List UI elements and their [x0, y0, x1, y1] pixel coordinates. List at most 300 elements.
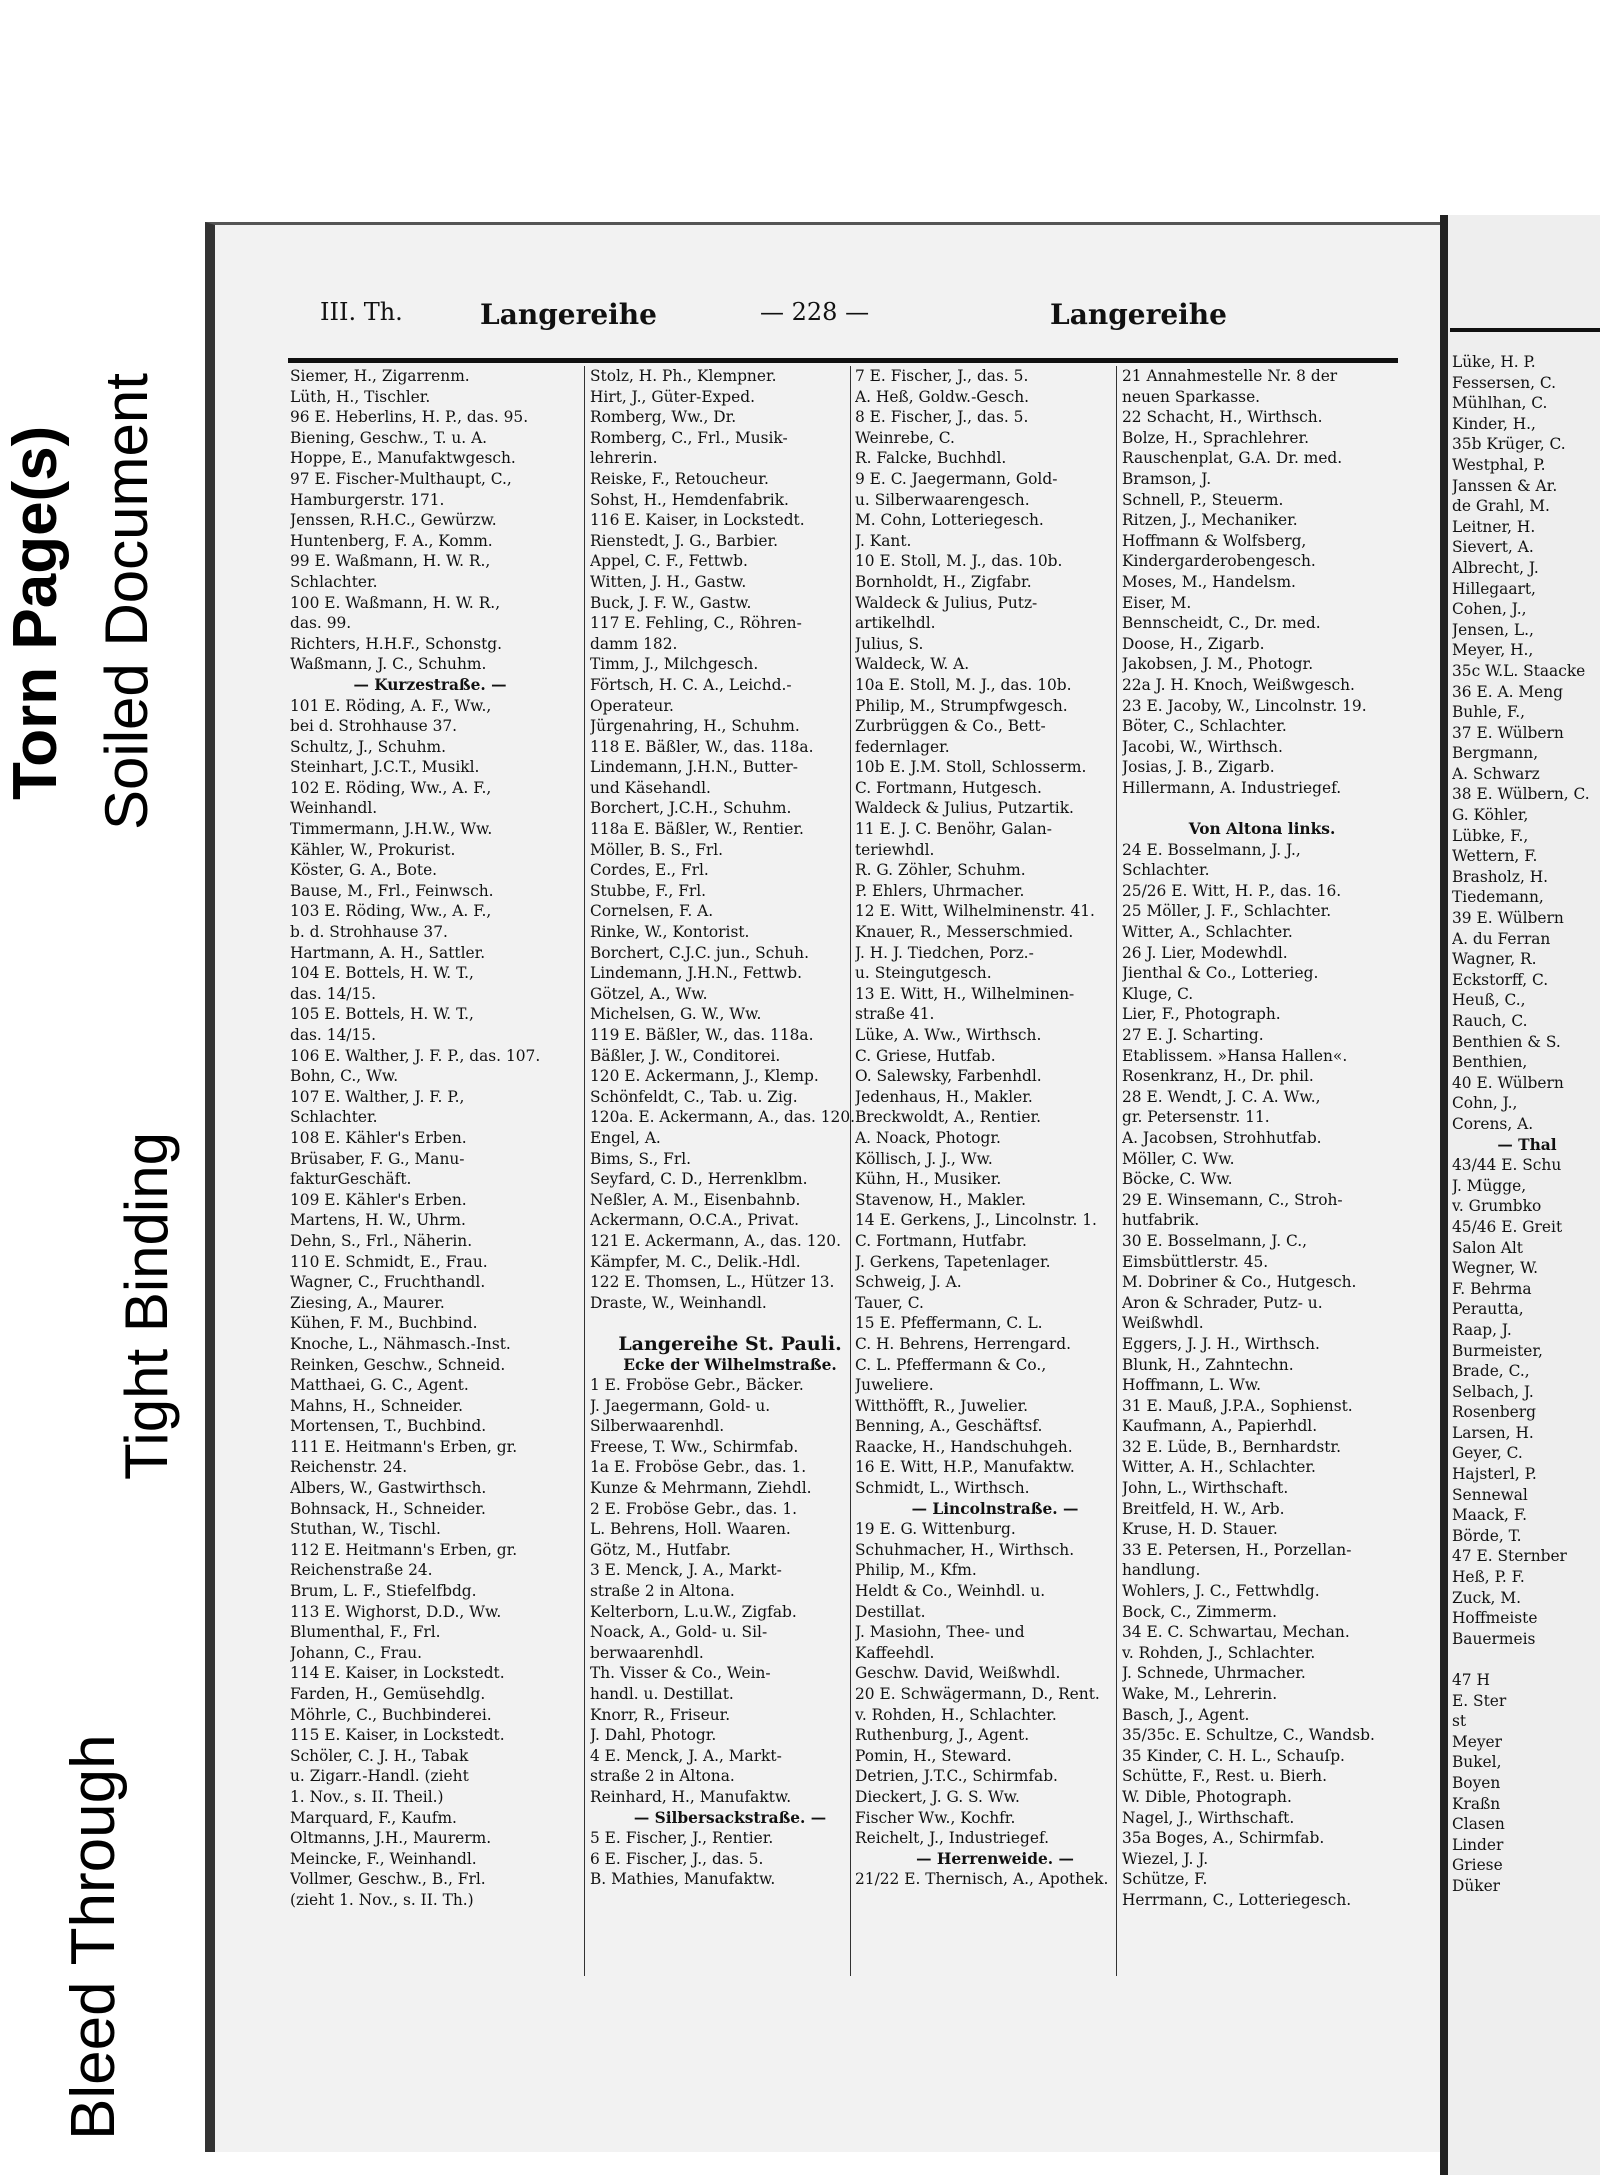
directory-entry: 20 E. Schwägermann, D., Rent.: [855, 1685, 1100, 1703]
directory-entry: Heldt & Co., Weinhdl. u.: [855, 1582, 1046, 1601]
directory-entry: lehrerin.: [590, 449, 658, 468]
directory-entry: 96 E. Heberlins, H. P., das. 95.: [290, 408, 529, 427]
directory-entry: 101 E. Röding, A. F., Ww.,: [290, 696, 492, 715]
directory-entry: 8 E. Fischer, J., das. 5.: [855, 408, 1029, 427]
directory-entry: Förtsch, H. C. A., Leichd.-: [590, 675, 792, 694]
facing-page-entry: v. Grumbko: [1452, 1197, 1542, 1216]
directory-entry: bei d. Strohhause 37.: [290, 717, 458, 736]
directory-entry: Raacke, H., Handschuhgeh.: [855, 1437, 1073, 1456]
directory-entry: handlung.: [1122, 1561, 1201, 1580]
facing-page-entry: Sennewal: [1452, 1485, 1528, 1504]
directory-entry: gr. Petersenstr. 11.: [1122, 1108, 1270, 1127]
directory-entry: 32 E. Lüde, B., Bernhardstr.: [1122, 1437, 1341, 1456]
directory-entry: Seyfard, C. D., Herrenklbm.: [590, 1170, 808, 1189]
directory-entry: Köster, G. A., Bote.: [290, 861, 438, 880]
directory-entry: — Herrenweide. —: [916, 1849, 1074, 1868]
facing-page-entry: 45/46 E. Greit: [1452, 1217, 1563, 1236]
directory-entry: Philip, M., Kfm.: [855, 1561, 977, 1580]
directory-entry: Mahns, H., Schneider.: [290, 1396, 464, 1415]
facing-page-entry: Hajsterl, P.: [1452, 1465, 1537, 1484]
directory-entry: P. Ehlers, Uhrmacher.: [855, 881, 1025, 900]
facing-page-column: [1452, 352, 1600, 1897]
header-rule: [288, 358, 1398, 363]
facing-page-entry: de Grahl, M.: [1452, 497, 1550, 516]
directory-entry: Schlachter.: [290, 1108, 378, 1127]
directory-entry: 26 J. Lier, Modewhdl.: [1122, 943, 1288, 962]
directory-column-1: [290, 366, 570, 1911]
directory-entry: Stubbe, F., Frl.: [590, 881, 707, 900]
directory-entry: Schütze, F.: [1122, 1870, 1208, 1889]
directory-entry: Juweliere.: [855, 1376, 934, 1395]
facing-page-entry: Raap, J.: [1452, 1320, 1512, 1339]
directory-entry: Lier, F., Photograph.: [1122, 1005, 1281, 1024]
facing-page-entry: [1452, 1649, 1600, 1670]
directory-entry: Köllisch, J. J., Ww.: [855, 1149, 993, 1168]
facing-page-entry: Cohen, J.,: [1452, 600, 1527, 619]
directory-entry: Ritzen, J., Mechaniker.: [1122, 511, 1298, 530]
directory-entry: R. G. Zöhler, Schuhm.: [855, 861, 1026, 880]
directory-entry: Böter, C., Schlachter.: [1122, 717, 1287, 736]
directory-entry: Böcke, C. Ww.: [1122, 1170, 1233, 1189]
directory-entry: das. 14/15.: [290, 984, 376, 1003]
directory-entry: 100 E. Waßmann, H. W. R.,: [290, 593, 501, 612]
directory-entry: 27 E. J. Scharting.: [1122, 1026, 1264, 1044]
facing-page-entry: 35c W.L. Staacke: [1452, 661, 1586, 680]
directory-entry: Eggers, J. J. H., Wirthsch.: [1122, 1334, 1320, 1353]
directory-entry: Kühen, F. M., Buchbind.: [290, 1314, 478, 1333]
directory-entry: berwaarenhdl.: [590, 1643, 704, 1662]
directory-entry: Draste, W., Weinhandl.: [590, 1293, 767, 1312]
directory-entry: Richters, H.H.F., Schonstg.: [290, 634, 503, 653]
facing-page-entry: 47 E. Sternber: [1452, 1547, 1567, 1566]
directory-entry: C. Griese, Hutfab.: [855, 1046, 996, 1065]
facing-page-entry: Kinder, H.,: [1452, 414, 1536, 433]
directory-entry: hutfabrik.: [1122, 1211, 1200, 1230]
directory-entry: J. H. J. Tiedchen, Porz.-: [855, 943, 1034, 962]
directory-column-3: [855, 366, 1135, 1890]
directory-entry: Schweig, J. A.: [855, 1273, 962, 1292]
directory-entry: 103 E. Röding, Ww., A. F.,: [290, 902, 492, 921]
directory-entry: Bohn, C., Ww.: [290, 1067, 399, 1086]
directory-entry: straße 41.: [855, 1005, 935, 1024]
directory-entry: Doose, H., Zigarb.: [1122, 634, 1265, 653]
directory-entry: Operateur.: [590, 696, 674, 715]
directory-entry: Timmermann, J.H.W., Ww.: [290, 820, 493, 839]
facing-page-entry: Mühlhan, C.: [1452, 394, 1548, 413]
facing-page-entry: Börde, T.: [1452, 1526, 1522, 1545]
facing-page-entry: Albrecht, J.: [1452, 558, 1539, 577]
facing-page-entry: Wagner, R.: [1452, 950, 1537, 969]
directory-entry: Romberg, C., Frl., Musik-: [590, 428, 788, 447]
directory-entry: 21 Annahmestelle Nr. 8 der: [1122, 367, 1338, 385]
directory-entry: Siemer, H., Zigarrenm.: [290, 367, 470, 385]
facing-page-entry: Westphal, P.: [1452, 455, 1546, 474]
directory-entry: 28 E. Wendt, J. C. A. Ww.,: [1122, 1087, 1321, 1106]
facing-page-entry: 40 E. Wülbern: [1452, 1073, 1564, 1092]
facing-page-entry: 38 E. Wülbern, C.: [1452, 785, 1590, 804]
directory-entry: Cordes, E., Frl.: [590, 861, 709, 880]
facing-page-entry: Linder: [1452, 1835, 1504, 1854]
facing-page-entry: G. Köhler,: [1452, 806, 1529, 825]
directory-entry: u. Silberwaarengesch.: [855, 490, 1030, 509]
facing-page-entry: Griese: [1452, 1856, 1503, 1875]
directory-entry: Rauschenplat, G.A. Dr. med.: [1122, 449, 1343, 468]
directory-entry: Borchert, J.C.H., Schuhm.: [590, 799, 792, 818]
directory-entry: Möller, C. Ww.: [1122, 1149, 1235, 1168]
directory-entry: 22 Schacht, H., Wirthsch.: [1122, 408, 1323, 427]
directory-entry: 35/35c. E. Schultze, C., Wandsb.: [1122, 1726, 1375, 1745]
directory-entry: 111 E. Heitmann's Erben, gr.: [290, 1437, 518, 1456]
directory-entry: Lindemann, J.H.N., Fettwb.: [590, 964, 802, 983]
directory-entry: 35a Boges, A., Schirmfab.: [1122, 1829, 1325, 1848]
directory-entry: Brüsaber, F. G., Manu-: [290, 1149, 465, 1168]
directory-entry: John, L., Wirthschaft.: [1122, 1479, 1289, 1498]
directory-entry: Von Altona links.: [1188, 820, 1336, 839]
directory-entry: Jacobi, W., Wirthsch.: [1122, 737, 1283, 756]
directory-entry: Bornholdt, H., Zigfabr.: [855, 572, 1032, 591]
directory-entry: Jenssen, R.H.C., Gewürzw.: [290, 511, 497, 530]
directory-entry: Jedenhaus, H., Makler.: [855, 1087, 1033, 1106]
directory-entry: 122 E. Thomsen, L., Hützer 13.: [590, 1273, 835, 1292]
directory-entry: 114 E. Kaiser, in Lockstedt.: [290, 1664, 505, 1683]
facing-page-entry: 47 H: [1452, 1671, 1490, 1689]
facing-page-entry: Benthien,: [1452, 1053, 1528, 1072]
directory-entry: Wohlers, J. C., Fettwhdlg.: [1122, 1582, 1320, 1601]
page-header: [320, 298, 1410, 348]
facing-page-entry: Wegner, W.: [1452, 1259, 1539, 1278]
facing-page-entry: A. du Ferran: [1452, 929, 1551, 948]
directory-entry: Bims, S., Frl.: [590, 1149, 692, 1168]
directory-entry: Waldeck & Julius, Putz-: [855, 593, 1038, 612]
directory-entry: Kluge, C.: [1122, 984, 1194, 1003]
directory-entry: Lüke, A. Ww., Wirthsch.: [855, 1026, 1042, 1044]
directory-entry: das. 14/15.: [290, 1026, 376, 1044]
facing-page-entry: Jensen, L.,: [1452, 620, 1534, 639]
directory-entry: Blunk, H., Zahntechn.: [1122, 1355, 1294, 1374]
directory-entry: Kähler, W., Prokurist.: [290, 840, 456, 859]
facing-page-entry: Heuß, C.,: [1452, 991, 1526, 1010]
directory-entry: 115 E. Kaiser, in Lockstedt.: [290, 1726, 505, 1745]
facing-page-entry: Clasen: [1452, 1815, 1505, 1834]
directory-entry: Möhrle, C., Buchbinderei.: [290, 1705, 492, 1724]
directory-entry: J. Schnede, Uhrmacher.: [1122, 1664, 1306, 1683]
directory-entry: Götzel, A., Ww.: [590, 984, 708, 1003]
directory-entry: 120a. E. Ackermann, A., das. 120.: [590, 1108, 856, 1127]
facing-page-entry: E. Ster: [1452, 1691, 1507, 1710]
facing-page-entry: Eckstorff, C.: [1452, 970, 1549, 989]
directory-entry: Eimsbüttlerstr. 45.: [1122, 1252, 1269, 1271]
directory-entry: Brum, L. F., Stiefelfbdg.: [290, 1582, 477, 1601]
directory-entry: Marquard, F., Kaufm.: [290, 1808, 457, 1827]
directory-entry: 3 E. Menck, J. A., Markt-: [590, 1561, 782, 1580]
directory-entry: Reinken, Geschw., Schneid.: [290, 1355, 506, 1374]
directory-entry: Waldeck & Julius, Putzartik.: [855, 799, 1074, 818]
directory-entry: Vollmer, Geschw., B., Frl.: [290, 1870, 486, 1889]
directory-entry: J. Masiohn, Thee- und: [855, 1623, 1025, 1642]
facing-page-entry: Bukel,: [1452, 1753, 1502, 1772]
directory-entry: Bause, M., Frl., Feinwsch.: [290, 881, 494, 900]
directory-entry: Schlachter.: [1122, 861, 1210, 880]
facing-page-entry: Zuck, M.: [1452, 1588, 1521, 1607]
directory-entry: 119 E. Bäßler, W., das. 118a.: [590, 1026, 814, 1044]
directory-entry: Lüth, H., Tischler.: [290, 387, 431, 406]
directory-entry: v. Rohden, J., Schlachter.: [1122, 1643, 1316, 1662]
directory-entry: Martens, H. W., Uhrm.: [290, 1211, 466, 1230]
directory-entry: Knorr, R., Friseur.: [590, 1705, 731, 1724]
directory-entry: federnlager.: [855, 737, 950, 756]
directory-entry: Detrien, J.T.C., Schirmfab.: [855, 1767, 1058, 1786]
directory-entry: artikelhdl.: [855, 614, 936, 633]
directory-entry: 10a E. Stoll, M. J., das. 10b.: [855, 675, 1072, 694]
directory-entry: 6 E. Fischer, J., das. 5.: [590, 1849, 764, 1868]
facing-page-entry: Boyen: [1452, 1773, 1501, 1792]
directory-entry: Reiske, F., Retoucheur.: [590, 469, 769, 488]
directory-entry: 24 E. Bosselmann, J. J.,: [1122, 840, 1301, 859]
directory-entry: Basch, J., Agent.: [1122, 1705, 1250, 1724]
directory-entry: b. d. Strohhause 37.: [290, 923, 448, 942]
directory-entry: 13 E. Witt, H., Wilhelminen-: [855, 984, 1075, 1003]
directory-entry: 105 E. Bottels, H. W. T.,: [290, 1005, 474, 1024]
facing-page-entry: Rauch, C.: [1452, 1012, 1528, 1030]
facing-page-entry: Buhle, F.,: [1452, 703, 1526, 722]
directory-entry: Dehn, S., Frl., Näherin.: [290, 1231, 473, 1250]
directory-entry: Zurbrüggen & Co., Bett-: [855, 717, 1046, 736]
facing-page-entry: 43/44 E. Schu: [1452, 1156, 1562, 1175]
directory-entry: 5 E. Fischer, J., Rentier.: [590, 1829, 774, 1848]
facing-page-entry: Brade, C.,: [1452, 1362, 1530, 1381]
facing-page-entry: Düker: [1452, 1876, 1501, 1895]
facing-page-entry: Lüke, H. P.: [1452, 353, 1536, 371]
directory-entry: 25 Möller, J. F., Schlachter.: [1122, 902, 1332, 921]
directory-entry: — Lincolnstraße. —: [911, 1499, 1079, 1518]
directory-entry: Ruthenburg, J., Agent.: [855, 1726, 1030, 1745]
facing-page-entry: Meyer: [1452, 1732, 1503, 1751]
directory-column-2: [590, 366, 870, 1890]
directory-entry: Cornelsen, F. A.: [590, 902, 714, 921]
directory-entry: Jienthal & Co., Lotterieg.: [1122, 964, 1319, 983]
directory-entry: 10b E. J.M. Stoll, Schlosserm.: [855, 758, 1087, 777]
directory-entry: Timm, J., Milchgesch.: [590, 655, 759, 674]
directory-entry: Witter, A., Schlachter.: [1122, 923, 1293, 942]
facing-page-entry: Hoffmeiste: [1452, 1609, 1538, 1628]
margin-note-soiled-document: Soiled Document: [93, 373, 160, 830]
directory-entry: M. Dobriner & Co., Hutgesch.: [1122, 1273, 1357, 1292]
margin-note-torn-pages: Torn Page(s): [1, 425, 70, 800]
directory-entry: 1 E. Froböse Gebr., Bäcker.: [590, 1376, 804, 1395]
directory-entry: Hoppe, E., Manufaktwgesch.: [290, 449, 516, 468]
directory-entry: Kindergarderobengesch.: [1122, 552, 1316, 571]
directory-entry: A. Heß, Goldw.-Gesch.: [855, 387, 1029, 406]
directory-entry: Lindemann, J.H.N., Butter-: [590, 758, 798, 777]
directory-entry: 21/22 E. Thernisch, A., Apothek.: [855, 1870, 1109, 1889]
directory-entry: Reichenstraße 24.: [290, 1561, 433, 1580]
directory-entry: Romberg, Ww., Dr.: [590, 408, 737, 427]
directory-entry: Schuhmacher, H., Wirthsch.: [855, 1540, 1075, 1559]
directory-entry: J. Gerkens, Tapetenlager.: [855, 1252, 1051, 1271]
directory-entry: Bolze, H., Sprachlehrer.: [1122, 428, 1310, 447]
directory-entry: Matthaei, G. C., Agent.: [290, 1376, 469, 1395]
directory-entry: 33 E. Petersen, H., Porzellan-: [1122, 1540, 1352, 1559]
directory-entry: Knoche, L., Nähmasch.-Inst.: [290, 1334, 511, 1353]
facing-header-rule: [1450, 328, 1600, 332]
facing-page-entry: Hillegaart,: [1452, 579, 1536, 598]
directory-entry: Reichelt, J., Industriegef.: [855, 1829, 1050, 1848]
directory-entry: 31 E. Mauß, J.P.A., Sophienst.: [1122, 1396, 1353, 1415]
directory-entry: Wagner, C., Fruchthandl.: [290, 1273, 486, 1292]
directory-entry: Dieckert, J. G. S. Ww.: [855, 1787, 1020, 1806]
directory-entry: neuen Sparkasse.: [1122, 387, 1261, 406]
directory-entry: 113 E. Wighorst, D.D., Ww.: [290, 1602, 502, 1621]
directory-entry: Schlachter.: [290, 572, 378, 591]
directory-entry: 118 E. Bäßler, W., das. 118a.: [590, 737, 814, 756]
directory-entry: Reichenstr. 24.: [290, 1458, 408, 1477]
directory-entry: Weinrebe, C.: [855, 428, 955, 447]
directory-entry: 109 E. Kähler's Erben.: [290, 1190, 467, 1209]
directory-entry: Freese, T. Ww., Schirmfab.: [590, 1437, 799, 1456]
directory-entry: [590, 1313, 870, 1334]
directory-entry: Th. Visser & Co., Wein-: [590, 1664, 771, 1683]
directory-entry: Johann, C., Frau.: [290, 1643, 423, 1662]
facing-page-entry: 37 E. Wülbern: [1452, 723, 1564, 742]
directory-entry: Neßler, A. M., Eisenbahnb.: [590, 1190, 801, 1209]
directory-entry: Farden, H., Gemüsehdlg.: [290, 1685, 486, 1703]
directory-entry: 106 E. Walther, J. F. P., das. 107.: [290, 1046, 541, 1065]
directory-entry: Ecke der Wilhelmstraße.: [623, 1355, 837, 1374]
directory-entry: A. Noack, Photogr.: [855, 1128, 1001, 1147]
directory-entry: Schultz, J., Schuhm.: [290, 737, 447, 756]
directory-entry: Steinhart, J.C.T., Musikl.: [290, 758, 480, 777]
directory-entry: 16 E. Witt, H.P., Manufaktw.: [855, 1458, 1075, 1477]
directory-entry: Huntenberg, F. A., Komm.: [290, 531, 493, 550]
directory-entry: Philip, M., Strumpfwgesch.: [855, 696, 1068, 715]
directory-entry: Hirt, J., Güter-Exped.: [590, 387, 755, 406]
directory-entry: Möller, B. S., Frl.: [590, 840, 724, 859]
directory-entry: 1a E. Froböse Gebr., das. 1.: [590, 1458, 807, 1477]
directory-entry: Kühn, H., Musiker.: [855, 1170, 1002, 1189]
directory-entry: Benning, A., Geschäftsf.: [855, 1417, 1043, 1436]
directory-entry: Bohnsack, H., Schneider.: [290, 1499, 486, 1518]
directory-entry: C. Fortmann, Hutgesch.: [855, 778, 1042, 797]
directory-entry: Kunze & Mehrmann, Ziehdl.: [590, 1479, 812, 1498]
directory-entry: 34 E. C. Schwartau, Mechan.: [1122, 1623, 1350, 1642]
directory-entry: Stolz, H. Ph., Klempner.: [590, 367, 777, 385]
directory-entry: 116 E. Kaiser, in Lockstedt.: [590, 511, 805, 530]
directory-entry: Schönfeldt, C., Tab. u. Zig.: [590, 1087, 798, 1106]
facing-page-entry: Salon Alt: [1452, 1238, 1523, 1257]
facing-page-entry: Bergmann,: [1452, 744, 1539, 763]
directory-entry: Julius, S.: [855, 634, 924, 653]
facing-page-entry: Bauermeis: [1452, 1629, 1536, 1648]
directory-entry: Etablissem. »Hansa Hallen«.: [1122, 1046, 1348, 1065]
directory-entry: Langereihe St. Pauli.: [618, 1333, 842, 1355]
directory-entry: Reinhard, H., Manufaktw.: [590, 1787, 792, 1806]
facing-page-entry: — Thal: [1497, 1135, 1557, 1154]
directory-entry: Rinke, W., Kontorist.: [590, 923, 750, 942]
directory-entry: — Silbersackstraße. —: [633, 1808, 827, 1827]
facing-page-entry: Cohn, J.,: [1452, 1094, 1518, 1113]
directory-entry: J. Jaegermann, Gold- u.: [590, 1396, 771, 1415]
directory-entry: 25/26 E. Witt, H. P., das. 16.: [1122, 881, 1342, 900]
directory-entry: 7 E. Fischer, J., das. 5.: [855, 367, 1029, 385]
directory-entry: u. Zigarr.-Handl. (zieht: [290, 1767, 469, 1786]
directory-entry: Jakobsen, J. M., Photogr.: [1122, 655, 1314, 674]
facing-page-entry: Janssen & Ar.: [1452, 476, 1558, 495]
directory-entry: Noack, A., Gold- u. Sil-: [590, 1623, 768, 1642]
directory-entry: Knauer, R., Messerschmied.: [855, 923, 1074, 942]
directory-entry: 35 Kinder, C. H. L., Schauſp.: [1122, 1746, 1345, 1765]
directory-entry: Aron & Schrader, Putz- u.: [1122, 1293, 1323, 1312]
margin-note-tight-binding: Tight Binding: [113, 1132, 180, 1480]
facing-page-entry: Tiedemann,: [1452, 888, 1544, 907]
facing-page-entry: 35b Krüger, C.: [1452, 435, 1566, 454]
facing-page-entry: 39 E. Wülbern: [1452, 909, 1564, 928]
directory-entry: Weißwhdl.: [1122, 1314, 1204, 1333]
directory-entry: Kruse, H. D. Stauer.: [1122, 1520, 1278, 1539]
facing-page-entry: Maack, F.: [1452, 1506, 1528, 1525]
directory-entry: 11 E. J. C. Benöhr, Galan-: [855, 820, 1052, 839]
directory-entry: Destillat.: [855, 1602, 926, 1621]
directory-entry: Götz, M., Hutfabr.: [590, 1540, 731, 1559]
directory-entry: A. Jacobsen, Strohhutfab.: [1122, 1128, 1322, 1147]
facing-page-entry: J. Mügge,: [1452, 1176, 1527, 1195]
directory-entry: Ackermann, O.C.A., Privat.: [590, 1211, 800, 1230]
directory-entry: Schöler, C. J. H., Tabak: [290, 1746, 469, 1765]
directory-entry: 112 E. Heitmann's Erben, gr.: [290, 1540, 518, 1559]
facing-page-entry: Rosenberg: [1452, 1403, 1536, 1422]
directory-entry: 102 E. Röding, Ww., A. F.,: [290, 778, 492, 797]
directory-entry: Appel, C. F., Fettwb.: [590, 552, 748, 571]
facing-page-entry: Brasholz, H.: [1452, 867, 1549, 886]
directory-entry: (zieht 1. Nov., s. II. Th.): [290, 1890, 474, 1909]
directory-entry: Stuthan, W., Tischl.: [290, 1520, 441, 1539]
directory-entry: Mortensen, T., Buchbind.: [290, 1417, 487, 1436]
directory-entry: Witthöfft, R., Juwelier.: [855, 1396, 1029, 1415]
directory-entry: Ziesing, A., Maurer.: [290, 1293, 445, 1312]
directory-entry: 97 E. Fischer-Multhaupt, C.,: [290, 469, 512, 488]
facing-page-entry: A. Schwarz: [1452, 764, 1540, 783]
directory-entry: Buck, J. F. W., Gastw.: [590, 593, 752, 612]
directory-entry: Rosenkranz, H., Dr. phil.: [1122, 1067, 1314, 1086]
directory-entry: Kaffeehdl.: [855, 1643, 935, 1662]
directory-entry: 19 E. G. Wittenburg.: [855, 1520, 1016, 1539]
directory-entry: L. Behrens, Holl. Waaren.: [590, 1520, 791, 1539]
directory-entry: O. Salewsky, Farbenhdl.: [855, 1067, 1042, 1086]
directory-entry: 118a E. Bäßler, W., Rentier.: [590, 820, 804, 839]
directory-entry: Jürgenahring, H., Schuhm.: [590, 717, 800, 736]
directory-entry: Biening, Geschw., T. u. A.: [290, 428, 488, 447]
facing-page-entry: 36 E. A. Meng: [1452, 682, 1564, 701]
directory-entry: 4 E. Menck, J. A., Markt-: [590, 1746, 782, 1765]
directory-entry: Witten, J. H., Gastw.: [590, 572, 747, 591]
directory-entry: 99 E. Waßmann, H. W. R.,: [290, 552, 491, 571]
facing-page-entry: Geyer, C.: [1452, 1444, 1523, 1463]
directory-entry: 29 E. Winsemann, C., Stroh-: [1122, 1190, 1343, 1209]
directory-entry: Herrmann, C., Lotteriegesch.: [1122, 1890, 1352, 1909]
directory-entry: 107 E. Walther, J. F. P.,: [290, 1087, 465, 1106]
directory-entry: J. Kant.: [855, 531, 912, 550]
directory-entry: damm 182.: [590, 634, 678, 653]
directory-entry: Blumenthal, F., Frl.: [290, 1623, 441, 1642]
directory-entry: Moses, M., Handelsm.: [1122, 572, 1296, 591]
directory-entry: Schmidt, L., Wirthsch.: [855, 1479, 1030, 1498]
facing-page-entry: Selbach, J.: [1452, 1382, 1534, 1401]
directory-entry: Albers, W., Gastwirthsch.: [290, 1479, 487, 1498]
margin-note-bleed-through: Bleed Through: [59, 1734, 128, 2140]
facing-page-entry: Burmeister,: [1452, 1341, 1543, 1360]
directory-entry: C. Fortmann, Hutfabr.: [855, 1231, 1027, 1250]
directory-entry: Bock, C., Zimmerm.: [1122, 1602, 1277, 1621]
directory-entry: fakturGeschäft.: [290, 1170, 412, 1189]
